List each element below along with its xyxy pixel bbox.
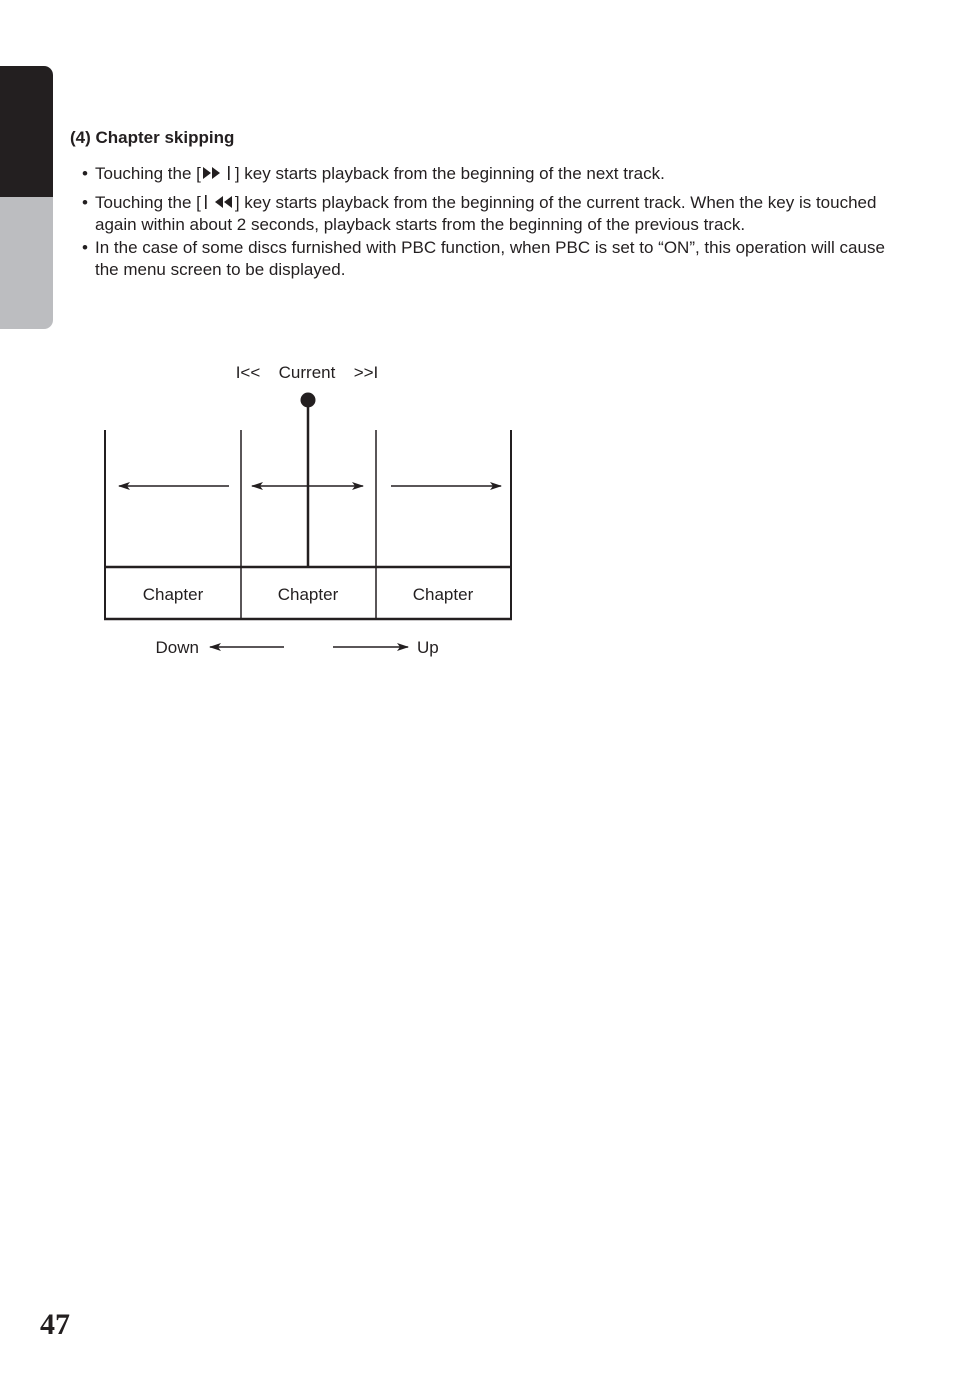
up-label: Up [417,638,439,657]
bullet-item-next-track [82,163,892,186]
prev-label: I<< [235,363,261,382]
previous-track-icon [201,195,235,209]
bullet-text-after: ] key starts playback from the beginning of the next track. [234,164,665,183]
bullet-item-pbc [82,237,892,282]
bullet-marker: • [82,164,88,183]
bullet-marker: • [82,237,88,257]
next-label: >>I [353,363,379,382]
bullet-marker: • [82,192,88,212]
chapter-label: Chapter [412,585,474,604]
section-heading: (4) Chapter skipping [70,128,235,147]
side-tab-dark [0,66,53,197]
page-number: 47 [40,1308,70,1341]
bullet-text-before: Touching the [ [95,192,201,212]
bullet-text-after: ] key starts playback from the beginning of the current track. When the key is touched again within about 2 seconds, playback starts from the beginning of the previous track. [95,192,877,234]
bullet-text-before: Touching the [ [95,164,201,183]
bullet-list [82,163,892,282]
current-label: Current [278,363,336,382]
chapter-label: Chapter [142,585,204,604]
down-label: Down [155,638,199,657]
chapter-skip-diagram [90,355,520,665]
bullet-text: In the case of some discs furnished with PBC function, when PBC is set to “ON”, this operation will cause the menu screen to be displayed. [95,237,885,279]
bullet-item-previous-track [82,192,892,237]
side-tab-light [0,197,53,329]
chapter-label: Chapter [277,585,339,604]
next-track-icon [201,166,235,180]
